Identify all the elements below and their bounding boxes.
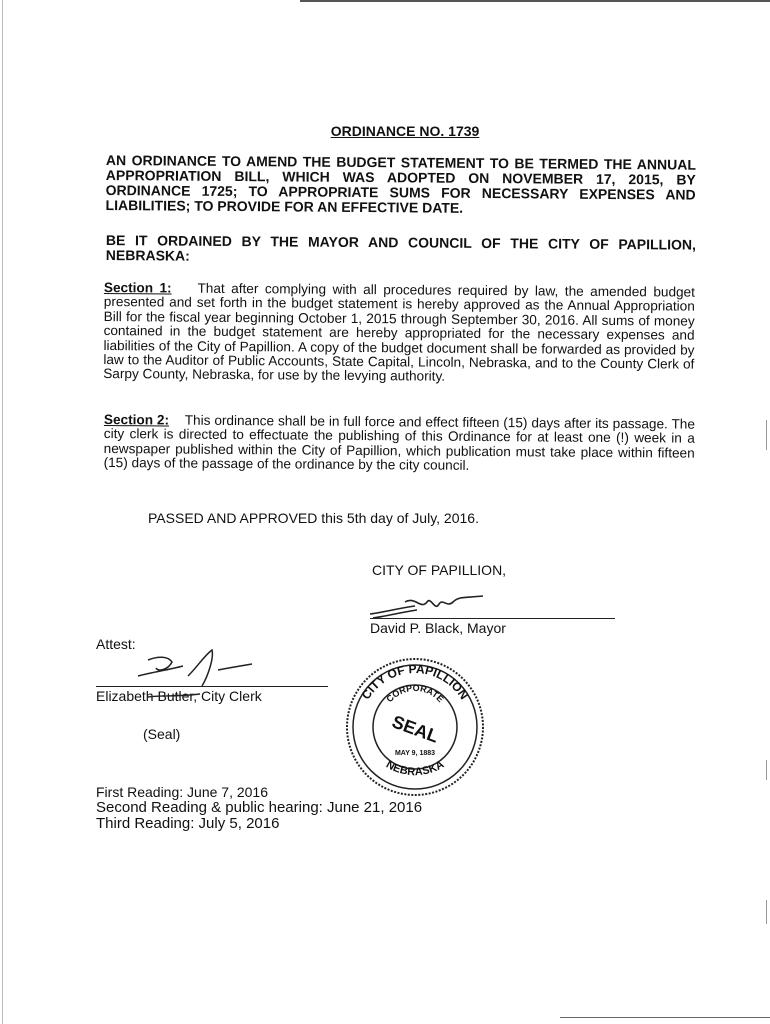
mayor-name: David P. Black, Mayor <box>370 620 506 636</box>
mayor-signature-line <box>370 618 615 619</box>
clerk-signature-line <box>96 686 328 687</box>
corporate-seal <box>340 655 490 800</box>
svg-text:CITY OF PAPILLION <box>358 661 472 705</box>
preamble: AN ORDINANCE TO AMEND THE BUDGET STATEMENT TO BE TERMED THE ANNUAL APPROPRIATION BILL, WHICH WAS ADOPTED ON NOVEMBER 17, 2015, BY ORDINANCE 1725; TO APPROPRIATE SUMS FOR NECESSARY EXPENSES AND LIABILITIES; TO PROVIDE FOR AN EFFECTIVE DATE. <box>105 152 696 216</box>
scan-mark <box>766 900 767 924</box>
scan-edge-left <box>2 0 3 1024</box>
attest-label: Attest: <box>96 636 136 652</box>
second-reading: Second Reading & public hearing: June 21, 2016 <box>96 799 423 816</box>
seal-inner-top: CORPORATE <box>384 682 446 705</box>
enacting-clause: BE IT ORDAINED BY THE MAYOR AND COUNCIL OF THE CITY OF PAPILLION, NEBRASKA: <box>105 232 696 264</box>
ordinance-title: ORDINANCE NO. 1739 <box>330 123 480 139</box>
third-reading: Third Reading: July 5, 2016 <box>96 815 280 832</box>
section-1-label: Section 1 <box>103 280 168 296</box>
seal-center: SEAL <box>389 711 442 747</box>
clerk-signature <box>128 646 258 690</box>
section-1-text: That after complying with all procedures required by law, the amended budget presented and set forth in the budget statement is hereby approved as the Annual Appropriation Bill for the fiscal year beginning October 1, 2015 through September 30, 2016. All sums of money contained in the budget statement are hereby appropriated for the necessary expenses and liabilities of the City of Papillion. A copy of the budget document shall be forwarded as provided by law to the Auditor of Public Accounts, State Capital, Lincoln, Nebraska, and to the County Clerk of Sarpy County, Nebraska, for use by the levying authority. <box>103 280 696 385</box>
scan-mark <box>766 420 767 450</box>
scan-edge-bottom <box>560 1017 770 1018</box>
svg-text:NEBRASKA <box>384 759 446 779</box>
scan-mark <box>766 760 767 780</box>
readings-list <box>96 784 422 832</box>
section-2-label: Section 2 <box>103 412 165 428</box>
seal-date: MAY 9, 1883 <box>394 750 436 757</box>
section-1: Section 1: That after complying with all procedures required by law, the amended budget presented and set forth in the budget statement is hereby approved as the Annual Appropriation Bill for the fiscal year beginning October 1, 2015 through September 30, 2016. All sums of money contained in the budget statement are hereby appropriated for the necessary expenses and liabilities of the City of Papillion. A copy of the budget document shall be forwarded as provided by law to the Auditor of Public Accounts, State Capital, Lincoln, Nebraska, and to the County Clerk of Sarpy County, Nebraska, for use by the levying authority. <box>103 280 696 385</box>
city-line: CITY OF PAPILLION, <box>372 562 507 578</box>
passed-line: PASSED AND APPROVED this 5th day of July, 2016. <box>148 510 479 526</box>
first-reading: First Reading: June 7, 2016 <box>96 784 268 800</box>
clerk-strikeout <box>146 689 202 703</box>
section-2-text: This ordinance shall be in full force and effect fifteen (15) days after its passage. The city clerk is directed to effectuate the publishing of this Ordinance for at least one (!) week in a newspaper published within the City of Papillion, which publication must take place within fifteen (15) days of the passage of the ordinance by the city council. <box>103 412 696 474</box>
seal-label: (Seal) <box>143 726 181 742</box>
scan-edge-top <box>300 0 770 2</box>
seal-outer-top: CITY OF PAPILLION <box>358 661 472 702</box>
section-2: Section 2: This ordinance shall be in full force and effect fifteen (15) days after its passage. The city clerk is directed to effectuate the publishing of this Ordinance for at least one (!) week in a newspaper published within the City of Papillion, which publication must take place within fifteen (15) days of the passage of the ordinance by the city council. <box>103 412 696 474</box>
clerk-name: Elizabeth Butler, City Clerk <box>96 688 262 704</box>
seal-outer-bottom: NEBRASKA <box>383 758 447 779</box>
svg-text:CORPORATE <box>384 683 445 704</box>
